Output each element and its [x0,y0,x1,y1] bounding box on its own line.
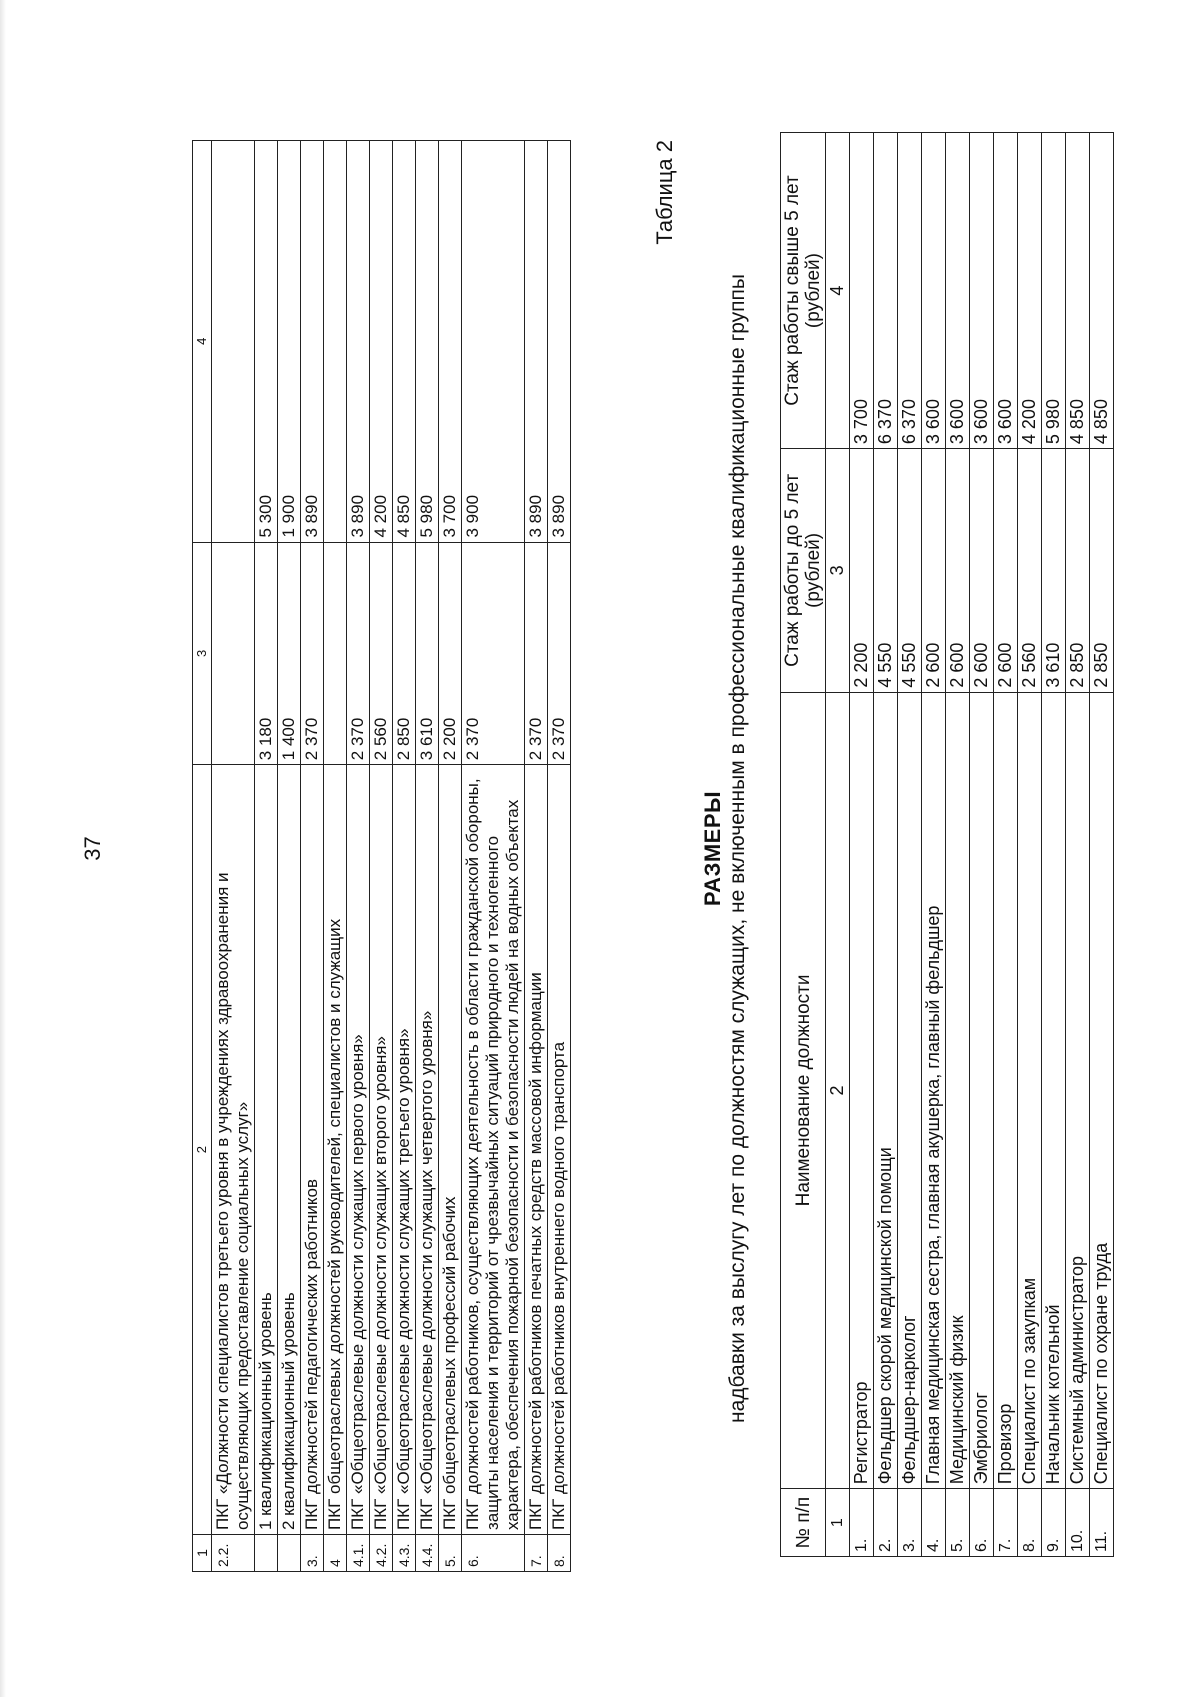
value-over-5: 5 980 [416,141,439,543]
value-over-5: 5 300 [255,141,278,543]
row-name: Системный администратор [1066,692,1090,1489]
row-number: 6. [462,1535,525,1572]
col-number: 3 [193,542,212,765]
col-number: 2 [826,692,850,1489]
table-row [548,141,571,1572]
value-over-5: 1 900 [278,141,301,543]
value-over-5: 4 200 [1018,133,1042,449]
row-number: 3. [898,1489,922,1557]
table-row [347,141,370,1572]
table-row [525,141,548,1572]
row-number: 11. [1090,1489,1114,1557]
row-number: 4.3. [393,1535,416,1572]
row-number [278,1535,301,1572]
table-row [212,141,255,1572]
table-row [898,133,922,1557]
col-header-under-5: Стаж работы до 5 лет (рублей) [781,449,826,693]
value-under-5: 2 600 [922,449,946,693]
row-name: ПКГ должностей педагогических работников [301,765,324,1535]
value-over-5: 4 850 [1066,133,1090,449]
row-name: Фельдшер скорой медицинской помощи [874,692,898,1489]
col-number: 1 [193,1535,212,1572]
row-name: Медицинский физик [946,692,970,1489]
row-name: Эмбриолог [970,692,994,1489]
value-under-5: 4 550 [874,449,898,693]
row-number: 3. [301,1535,324,1572]
value-under-5: 3 610 [416,542,439,765]
row-name: ПКГ «Общеотраслевые должности служащих первого уровня» [347,765,370,1535]
row-name: Фельдшер-нарколог [898,692,922,1489]
table-row [278,141,301,1572]
table-caption: Таблица 2 [652,140,677,245]
value-over-5: 3 600 [994,133,1018,449]
value-over-5: 3 600 [946,133,970,449]
table-row [946,133,970,1557]
value-under-5: 1 400 [278,542,301,765]
table-1-column-numbers [193,141,212,1572]
row-number: 5. [946,1489,970,1557]
row-number: 9. [1042,1489,1066,1557]
row-name: ПКГ должностей работников, осуществляющих деятельность в области гражданской обороны, защиты населения и территорий от чрезвычайных ситуаций природного и техногенного характера, обеспечения пожарной безопасности и безопасности людей на водных объектах [462,765,525,1535]
col-header-over-5: Стаж работы свыше 5 лет (рублей) [781,133,826,449]
page-number: 37 [80,836,105,861]
table-row [1042,133,1066,1557]
value-over-5: 3 600 [970,133,994,449]
table-row [874,133,898,1557]
value-over-5: 3 700 [850,133,874,449]
row-number: 4. [922,1489,946,1557]
value-under-5 [324,542,347,765]
value-over-5: 4 850 [393,141,416,543]
table-2-column-numbers [826,133,850,1557]
row-number: 7. [994,1489,1018,1557]
col-number: 3 [826,449,850,693]
value-over-5: 6 370 [898,133,922,449]
row-number: 2. [874,1489,898,1557]
row-name: Регистратор [850,692,874,1489]
table-row [324,141,347,1572]
table-row [994,133,1018,1557]
row-number: 4 [324,1535,347,1572]
value-under-5: 2 560 [1018,449,1042,693]
value-over-5: 3 890 [301,141,324,543]
value-over-5: 3 890 [548,141,571,543]
table-row [970,133,994,1557]
value-under-5: 2 370 [347,542,370,765]
value-over-5: 3 600 [922,133,946,449]
value-under-5: 4 550 [898,449,922,693]
row-number: 8. [1018,1489,1042,1557]
row-name: ПКГ должностей работников печатных средств массовой информации [525,765,548,1535]
value-under-5 [212,542,255,765]
value-over-5: 6 370 [874,133,898,449]
table-row [922,133,946,1557]
value-under-5: 3 180 [255,542,278,765]
row-name: Специалист по закупкам [1018,692,1042,1489]
value-over-5: 3 890 [347,141,370,543]
value-over-5 [324,141,347,543]
row-name: ПКГ должностей работников внутреннего водного транспорта [548,765,571,1535]
row-name: ПКГ общеотраслевых профессий рабочих [439,765,462,1535]
value-under-5: 2 200 [850,449,874,693]
col-number: 1 [826,1489,850,1557]
row-name: ПКГ «Должности специалистов третьего уровня в учреждениях здравоохранения и осуществляющих предоставление социальных услуг» [212,765,255,1535]
row-name: 1 квалификационный уровень [255,765,278,1535]
value-under-5: 2 850 [1066,449,1090,693]
value-under-5: 2 200 [439,542,462,765]
table-2 [780,132,1114,1557]
value-under-5: 3 610 [1042,449,1066,693]
row-number [255,1535,278,1572]
table-row [1066,133,1090,1557]
row-number: 10. [1066,1489,1090,1557]
value-over-5: 3 890 [525,141,548,543]
table-row [301,141,324,1572]
value-under-5: 2 850 [1090,449,1114,693]
col-header-number: № п/п [781,1489,826,1557]
row-number: 4.4. [416,1535,439,1572]
section-title: РАЗМЕРЫ [700,790,725,907]
value-over-5: 4 850 [1090,133,1114,449]
row-name: ПКГ «Общеотраслевые должности служащих второго уровня» [370,765,393,1535]
col-number: 4 [826,133,850,449]
row-number: 5. [439,1535,462,1572]
table-1 [192,140,571,1572]
row-name: ПКГ «Общеотраслевые должности служащих четвертого уровня» [416,765,439,1535]
table-2-header [781,133,826,1557]
value-under-5: 2 600 [946,449,970,693]
value-under-5: 2 600 [994,449,1018,693]
row-number: 4.2. [370,1535,393,1572]
row-name: Главная медицинская сестра, главная акушерка, главный фельдшер [922,692,946,1489]
table-row [393,141,416,1572]
value-under-5: 2 370 [525,542,548,765]
value-over-5: 4 200 [370,141,393,543]
value-under-5: 2 370 [462,542,525,765]
value-under-5: 2 560 [370,542,393,765]
table-row [850,133,874,1557]
col-number: 4 [193,141,212,543]
value-over-5 [212,141,255,543]
col-number: 2 [193,765,212,1535]
section-subtitle: надбавки за выслугу лет по должностям служащих, не включенным в профессиональные квалификационные группы [726,273,749,1424]
row-number: 1. [850,1489,874,1557]
row-number: 6. [970,1489,994,1557]
row-number: 7. [525,1535,548,1572]
table-row [370,141,393,1572]
value-under-5: 2 850 [393,542,416,765]
table-row [439,141,462,1572]
value-under-5: 2 600 [970,449,994,693]
row-name: ПКГ общеотраслевых должностей руководителей, специалистов и служащих [324,765,347,1535]
row-name: 2 квалификационный уровень [278,765,301,1535]
table-row [1090,133,1114,1557]
row-name: Провизор [994,692,1018,1489]
value-under-5: 2 370 [548,542,571,765]
table-row [255,141,278,1572]
value-over-5: 3 700 [439,141,462,543]
row-number: 4.1. [347,1535,370,1572]
table-row [416,141,439,1572]
row-name: Начальник котельной [1042,692,1066,1489]
row-name: ПКГ «Общеотраслевые должности служащих третьего уровня» [393,765,416,1535]
row-number: 8. [548,1535,571,1572]
value-under-5: 2 370 [301,542,324,765]
row-number: 2.2. [212,1535,255,1572]
value-over-5: 3 900 [462,141,525,543]
table-row [462,141,525,1572]
table-row [1018,133,1042,1557]
value-over-5: 5 980 [1042,133,1066,449]
row-name: Специалист по охране труда [1090,692,1114,1489]
col-header-name: Наименование должности [781,692,826,1489]
